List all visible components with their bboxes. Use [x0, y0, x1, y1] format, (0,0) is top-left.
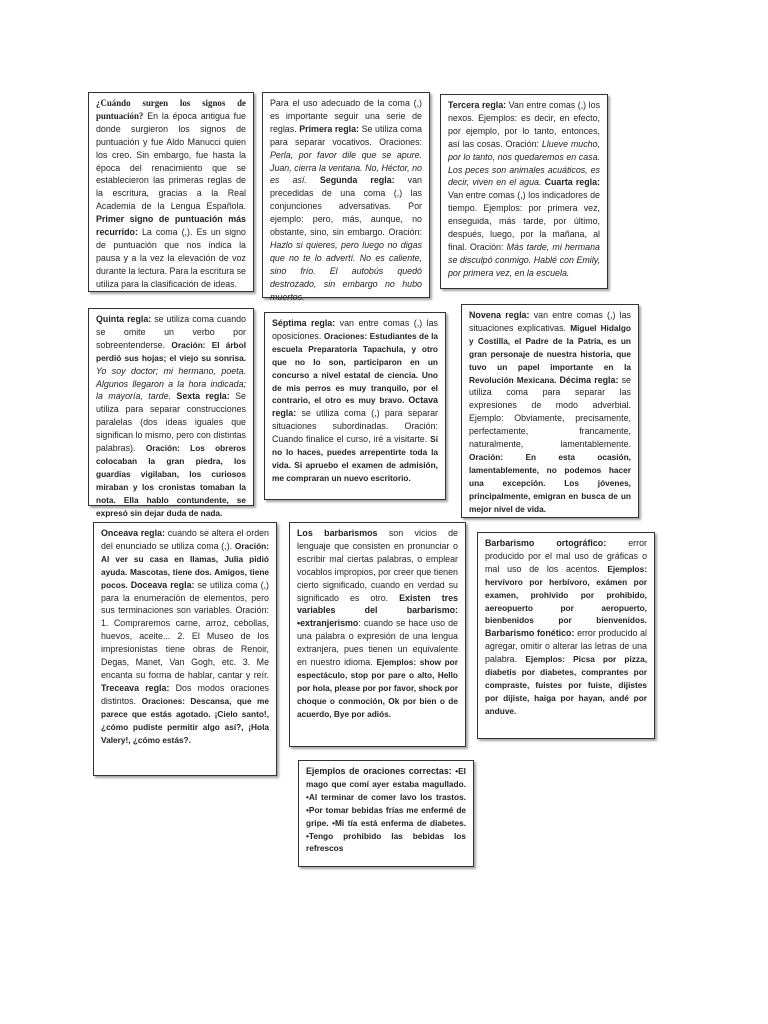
- card-text: La coma (,). Es un signo de puntuación que nos indica la pausa y a la vez la elevación de voz durante la lectura. Para la escritura se utiliza para la clasificación de ideas.: [96, 227, 246, 289]
- card-example: Ejemplos: hervívoro por herbívoro, exámen por examen, prohivido por prohibido, aereopuerto por aeropuerto, bienbenidos por bienvenidos.: [485, 563, 647, 626]
- card-example: Llueve mucho, por lo tanto, nos quedaremos en casa. Los peces son animales acuáticos, es decir, viven en el agua.: [448, 138, 601, 188]
- card-label: Oración:: [469, 241, 507, 252]
- card-label: Oración:: [505, 138, 542, 149]
- card-text: se utiliza coma (,) para la enumeración de elementos, pero sus terminaciones son variables. Oración: 1. Compraremos carne, arroz, cebollas, huevos, aceite... 2. El Museo de los impresionistas tiene obras de Renoir, Degas, Manet, Van Gogh, etc. 3. Me encanta su forma de hablar, cantar y reír.: [101, 579, 269, 680]
- card-label: Oraciones:: [379, 136, 422, 147]
- rule-heading: Cuarta regla:: [544, 177, 601, 188]
- card-example: •El mago que comí ayer estaba magullado. •Al terminar de comer lavo los trastos. •Por tomar bebidas frías me enfermé de gripe. •Mi tía está enferma de diabetes. •Tengo prohibido las bebidas los refrescos: [306, 766, 466, 854]
- card-text: Dos modos oraciones distintos.: [101, 682, 269, 706]
- card-text: Van entre comas (,) los indicadores de tiempo. Ejemplos: por primera vez, enseguida, más tarde, por último, después, luego, por la mañana, al final.: [448, 190, 600, 252]
- rule-heading: Onceava regla:: [101, 528, 165, 538]
- card-example: Más tarde, mi hermana se disculpó conmigo. Hablé con Emily, por primera vez, en la escuela.: [448, 241, 600, 278]
- card-text: van entre comas (,) las situaciones explicativas.: [469, 310, 631, 333]
- card-example: Oraciones: Descansa, que me parece que estás agotado. ¡Cielo santo!, ¿cómo pudiste permitir algo así?, ¡Hola Valery!, ¿cómo estás?.: [101, 695, 269, 745]
- rule-heading: Treceava regla:: [101, 682, 170, 693]
- card-heading: Los barbarismos: [297, 528, 378, 538]
- card-text: : cuando se hace uso de una palabra o expresión de una lengua extranjera, pues tienen un equivalente en nuestro idioma.: [297, 618, 458, 668]
- card-text: van precedidas de una coma (,) las conjunciones adversativas. Por ejemplo: pero, más, aunque, no obstante, sino, sin embargo.: [270, 175, 422, 238]
- card-reglas-11-13: [93, 522, 277, 776]
- card-text: son vicios de lenguaje que consisten en pronunciar o escribir mal ciertas palabras, o emplear vocablos impropios, por creer que tienen cierto significado, cuando en verdad su significado es otro.: [297, 528, 458, 603]
- card-heading: Primer signo de puntuación más recurrido:: [96, 214, 246, 238]
- card-reglas-3-4: [440, 94, 608, 289]
- card-text: Se utiliza para separar construcciones paralelas (dos ideas iguales que significan lo mismo, pero con distintas palabras).: [96, 391, 246, 454]
- card-text: van entre comas (,) las oposiciones.: [272, 318, 438, 341]
- card-reglas-5-6: [88, 308, 254, 518]
- card-heading: Existen tres variables del barbarismo:: [297, 592, 458, 616]
- rule-heading: Novena regla:: [469, 310, 530, 320]
- card-barbarismos: [289, 522, 466, 747]
- card-example: Oración: Al ver su casa en llamas, Julia pidió ayuda. Mascotas, tiene dos. Amigos, tiene pocos.: [101, 540, 269, 590]
- card-text: Se utiliza coma para separar vocativos.: [270, 123, 422, 147]
- card-text: se utiliza coma (,) para separar situaciones subordinadas. Oración: Cuando finalice el curso, iré a visitarte.: [272, 408, 438, 445]
- rule-heading: Segunda regla:: [319, 175, 395, 186]
- card-example: Hazlo si quieres, pero luego no digas que no te lo advertí. No es caliente, sino frío. El autobús quedó destrozado, sin embargo no hubo muertos.: [270, 239, 422, 302]
- card-ejemplos-correctos: [298, 760, 474, 867]
- card-reglas-7-8: [264, 312, 446, 500]
- card-example: Oración: Los obreros colocaban la gran piedra, los guardias vigilaban, los curiosos miraban y los cronistas tomaban la nota. Ella hablo contundente, se expresó sin dejar duda de nada.: [96, 443, 246, 518]
- card-example: Oración: En esta ocasión, lamentablemente, no podemos hacer una excepción. Los jóvenes, principalmente, emigran en busca de un mejor nivel de vida.: [469, 451, 631, 514]
- card-example: Oración: El árbol perdió sus hojas; el viejo su sonrisa.: [96, 339, 247, 363]
- card-heading: Barbarismo fonético:: [485, 628, 575, 639]
- card-example: Perla, por favor dile que se apure. Juan, cierra la ventana. No, Héctor, no es así.: [270, 149, 422, 186]
- card-example: Yo soy doctor; mi hermano, poeta. Algunos llegaron a la hora indicada; la mayoría, tarde.: [96, 365, 246, 402]
- card-text: cuando se altera el orden del enunciado se utiliza coma (,).: [101, 528, 269, 551]
- card-example: Miguel Hidalgo y Costilla, el Padre de la Patria, es un gran personaje de nuestra historia, que tuvo un papel importante en la Revolución Mexicana.: [469, 322, 631, 385]
- rule-heading: Doceava regla:: [130, 579, 195, 590]
- rule-heading: Tercera regla:: [448, 100, 507, 110]
- card-example: Ejemplos: show por espectáculo, stop por pare o alto, Hello por hola, please por por favor, shock por choque o conmoción, Ok por bien o de acuerdo, Bye por adiós.: [297, 657, 458, 719]
- card-reglas-1-2: [262, 92, 430, 302]
- card-text: Van entre comas (,) los nexos. Ejemplos: es decir, en efecto, por ejemplo, por lo tanto, entonces, así las cosas.: [448, 100, 601, 149]
- card-text: Para el uso adecuado de la coma (,) es importante seguir una serie de reglas.: [270, 98, 422, 134]
- card-example: Ejemplos: Picsa por pizza, diabetis por diabetes, comprantes por compraste, fuistes por fuiste, dijistes por dijiste, haiga por hayan, andé por anduve.: [485, 654, 647, 716]
- card-heading: •extranjerismo: [297, 618, 359, 629]
- card-heading: Barbarismo ortográfico:: [485, 538, 607, 548]
- card-text: En la época antigua fue donde surgieron los signos de puntuación y fue Aldo Manucci quien los creo. Sin embargo, fue hasta la época del renacimiento que se establecieron las primeras reglas de la escritura, gracias a la Real Academia de la Lengua Española.: [96, 110, 246, 212]
- rule-heading: Primera regla:: [299, 123, 360, 134]
- rule-heading: Sexta regla:: [176, 391, 230, 402]
- card-label: Oración:: [388, 227, 422, 238]
- card-origen-puntuacion: [88, 92, 254, 292]
- rule-heading: Séptima regla:: [272, 318, 336, 328]
- card-barbarismo-ortografico-fonetico: [477, 532, 655, 739]
- card-text: error producido por el mal uso de gráficas o mal uso de los acentos.: [485, 538, 647, 574]
- rule-heading: Décima regla:: [559, 374, 619, 385]
- rule-heading: Quinta regla:: [96, 314, 152, 324]
- card-title: ¿Cuándo surgen los signos de puntuación?: [96, 98, 246, 121]
- card-heading: Ejemplos de oraciones correctas:: [306, 766, 452, 776]
- card-text: se utiliza coma cuando se omite un verbo por sobreentenderse.: [96, 314, 246, 350]
- card-text: error producido al agregar, omitir o alterar las letras de una palabra.: [485, 628, 647, 665]
- card-text: se utiliza coma para separar las expresiones de modo adverbial. Ejemplo: Obviamente, precisamente, perfectamente, francamente, naturalmente, lamentablemente.: [469, 374, 631, 450]
- card-example: Si no lo haces, puedes arrepentirte toda la vida. Si apruebo el examen de admisión, me compraran un nuevo escritorio.: [272, 434, 438, 483]
- card-reglas-9-10: [461, 304, 639, 518]
- card-example: Oraciones: Estudiantes de la escuela Preparatoria Tapachula, y otro que no lo son, participaron en un concurso a nivel estatal de ciencia. Uno de mis perros es muy tranquilo, por el contrario, el otro es muy bravo.: [272, 330, 439, 406]
- rule-heading: Octava regla:: [272, 395, 438, 419]
